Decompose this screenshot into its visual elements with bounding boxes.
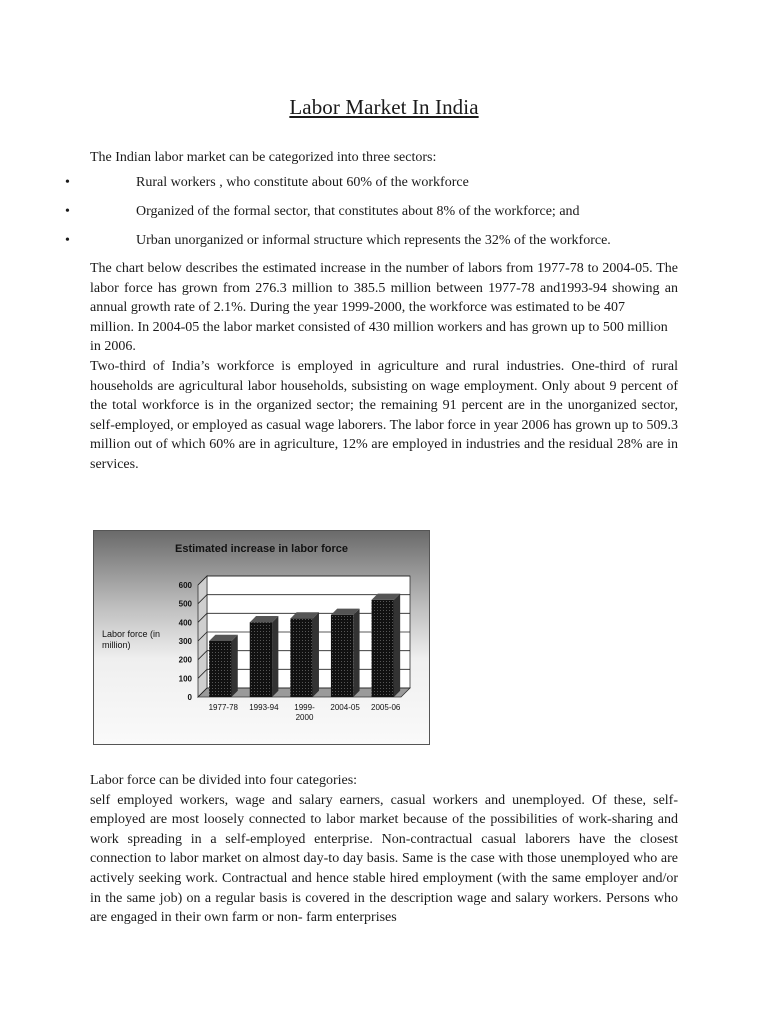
bar xyxy=(250,622,272,697)
bar-side xyxy=(272,616,278,697)
x-tick-label: 1993-94 xyxy=(249,703,279,712)
bar-side xyxy=(231,635,237,697)
x-tick-label: 1977-78 xyxy=(208,703,238,712)
chart-plot xyxy=(94,531,429,744)
list-item-text: Organized of the formal sector, that constitutes about 8% of the workforce; and xyxy=(136,204,580,219)
x-tick-label: 2005-06 xyxy=(371,703,401,712)
bar xyxy=(209,641,231,697)
paragraph-growth xyxy=(90,259,678,475)
bar xyxy=(290,619,312,697)
list-item-text: Rural workers , who constitute about 60% of the workforce xyxy=(136,175,469,190)
bar xyxy=(372,600,394,697)
list-item-text: Urban unorganized or informal structure which represents the 32% of the workforce. xyxy=(136,233,611,248)
y-tick-label: 0 xyxy=(187,693,192,702)
list-item xyxy=(0,175,768,195)
bullet-icon: • xyxy=(65,175,70,190)
x-tick-label: 2000 xyxy=(295,713,314,722)
x-tick-label: 1999- xyxy=(294,703,315,712)
y-tick-label: 500 xyxy=(178,599,192,609)
y-tick-label: 300 xyxy=(178,637,192,646)
paragraph-categories xyxy=(90,771,678,928)
bar-side xyxy=(394,594,400,697)
y-tick-label: 400 xyxy=(178,618,192,628)
paragraph-text: Labor force can be divided into four categories: xyxy=(90,773,358,788)
paragraph-text: self employed workers, wage and salary earners, casual workers and unemployed. Of these, self-employed are most loosely connected to labor market because of the possibilities of work-sharing and work spreading in a self-employed enterprise. Non-contractual casual laborers have the closest connection to labor market on almost day-to day basis. Same is the case with those unemployed who are actively seeking work. Contractual and hence stable hired employment (with the same employer and/or in the same job) on a regular basis is covered in the description wage and salary workers. Persons who are engaged in their own farm or non- farm enterprises xyxy=(90,792,678,926)
list-item xyxy=(0,233,768,253)
bar xyxy=(331,615,353,697)
page-title: Labor Market In India xyxy=(289,95,479,119)
bar-side xyxy=(313,612,319,697)
paragraph-text: million. In 2004-05 the labor market consisted of 430 million workers and has grown up to 500 million in 2006. xyxy=(90,319,668,355)
list-item xyxy=(0,204,768,224)
y-tick-label: 100 xyxy=(178,674,192,684)
bullet-icon: • xyxy=(65,204,70,219)
labor-force-chart xyxy=(93,530,430,745)
bar-side xyxy=(353,609,359,697)
paragraph-text: Two-third of India’s workforce is employed in agriculture and rural industries. One-third of rural households are agricultural labor households, subsisting on wage employment. Only about 9 percent of the total workforce is in the organized sector; the remaining 91 percent are in the unorganized sector, self-employed, or employed as casual wage laborers. The labor force in year 2006 has grown up to 509.3 million out of which 60% are in agriculture, 12% are employed in industries and the residual 28% are in services. xyxy=(90,358,678,472)
intro-text: The Indian labor market can be categorized into three sectors: xyxy=(90,150,437,165)
y-axis-label: Labor force (in million) xyxy=(102,629,161,650)
paragraph-text: The chart below describes the estimated increase in the number of labors from 1977-78 to 2004-05. The labor force has grown from 276.3 million to 385.5 million between 1977-78 and1993-94 showing an annual growth rate of 2.1%. During the year 1999-2000, the workforce was estimated to be 407 xyxy=(90,261,678,316)
y-tick-label: 600 xyxy=(178,581,192,590)
y-tick-label: 200 xyxy=(178,655,192,665)
bullet-icon: • xyxy=(65,233,70,248)
chart-title: Estimated increase in labor force xyxy=(174,543,348,555)
x-tick-label: 2004-05 xyxy=(330,703,360,712)
